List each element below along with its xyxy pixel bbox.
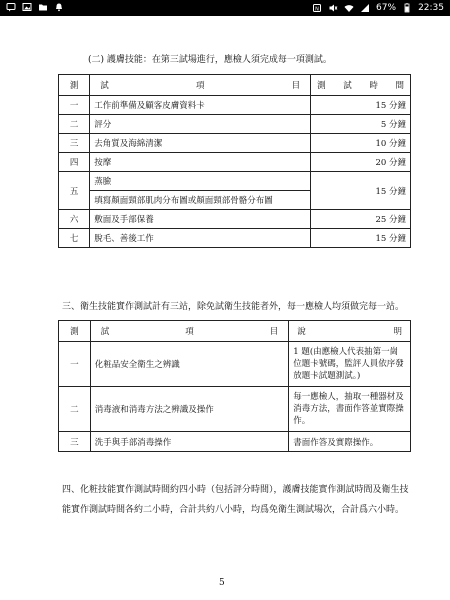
row-item: 脫毛、善後工作: [90, 229, 311, 248]
table-row: [59, 153, 411, 172]
row-number: 六: [59, 210, 90, 229]
row-description: 1 題(由應檢人代表抽第一崗位題卡號碼，監評人員依序發放題卡試題測試。): [289, 342, 411, 387]
row-time: 10 分鐘: [311, 134, 411, 153]
table-header: [59, 75, 411, 96]
row-item: 工作前準備及顧客皮膚資料卡: [90, 96, 311, 115]
row-item: 化粧品安全衛生之辨識: [90, 342, 289, 387]
table-row: [59, 229, 411, 248]
message-icon: [6, 2, 16, 12]
section-2-title: (二) 護膚技能：在第三試場進行，應檢人須完成每一項測試。: [88, 55, 332, 65]
header-number: 測: [59, 321, 91, 342]
row-item: 按摩: [90, 153, 311, 172]
table-row: [59, 172, 411, 191]
header-description: 說 明: [289, 321, 411, 342]
row-description: 每一應檢人，抽取一種器材及消毒方法，書面作答並實際操作。: [289, 387, 411, 432]
clock: 22:35: [418, 3, 444, 13]
row-number: 五: [59, 172, 90, 210]
table-row: [59, 210, 411, 229]
table-row: [59, 342, 411, 387]
row-item-secondary: 填寫顏面頸部肌肉分布圖或顏面頸部骨骼分布圖: [90, 191, 311, 210]
row-number: 一: [59, 342, 91, 387]
wifi-icon: [344, 3, 354, 13]
battery-level: 67%: [376, 3, 397, 13]
page-number: 5: [219, 578, 225, 588]
hygiene-table: [58, 320, 411, 452]
header-number: 測: [59, 75, 90, 96]
row-time: 15 分鐘: [311, 172, 411, 210]
row-item: 洗手與手部消毒操作: [90, 432, 289, 452]
header-item: 試 項 目: [90, 75, 311, 96]
row-item: 蒸臉: [90, 172, 311, 191]
row-time: 15 分鐘: [311, 229, 411, 248]
row-number: 一: [59, 96, 90, 115]
table-row: [59, 134, 411, 153]
row-time: 25 分鐘: [311, 210, 411, 229]
row-time: 5 分鐘: [311, 115, 411, 134]
table-row: [59, 432, 411, 452]
row-item: 評分: [90, 115, 311, 134]
svg-text:N: N: [315, 6, 319, 13]
row-number: 二: [59, 115, 90, 134]
table-row: [59, 96, 411, 115]
status-bar: [0, 0, 450, 16]
header-item: 試 項 目: [90, 321, 289, 342]
row-item: 敷面及手部保養: [90, 210, 311, 229]
signal-icon: [360, 3, 370, 13]
header-time: 測 試 時 間: [311, 75, 411, 96]
row-time: 15 分鐘: [311, 96, 411, 115]
status-bar-left: [6, 2, 64, 12]
row-number: 三: [59, 432, 91, 452]
folder-icon: [38, 2, 48, 12]
status-bar-right: [312, 2, 444, 14]
row-number: 三: [59, 134, 90, 153]
table-row: [59, 115, 411, 134]
table-header: [59, 321, 411, 342]
row-number: 四: [59, 153, 90, 172]
mute-icon: [328, 3, 338, 13]
row-number: 七: [59, 229, 90, 248]
table-row: [59, 387, 411, 432]
skincare-table: [58, 74, 411, 248]
battery-icon: [402, 3, 412, 13]
row-number: 二: [59, 387, 91, 432]
row-description: 書面作答及實際操作。: [289, 432, 411, 452]
section-4-text: 四、化粧技能實作測試時間約四小時（包括評分時間），護膚技能實作測試時間及衛生技能實作測試時間各約二小時，合計共約八小時，均爲免衛生測試場次，合計爲六小時。: [62, 485, 409, 515]
row-item: 去角質及海綿清潔: [90, 134, 311, 153]
nfc-icon: [312, 3, 322, 13]
document-page: [0, 16, 450, 600]
bell-icon: [54, 2, 64, 12]
row-item: 消毒液和消毒方法之辨識及操作: [90, 387, 289, 432]
image-icon: [22, 2, 32, 12]
row-time: 20 分鐘: [311, 153, 411, 172]
section-3-title: 三、衛生技能實作測試計有三站，除免試衛生技能者外，每一應檢人均須做完每一站。: [62, 302, 405, 312]
